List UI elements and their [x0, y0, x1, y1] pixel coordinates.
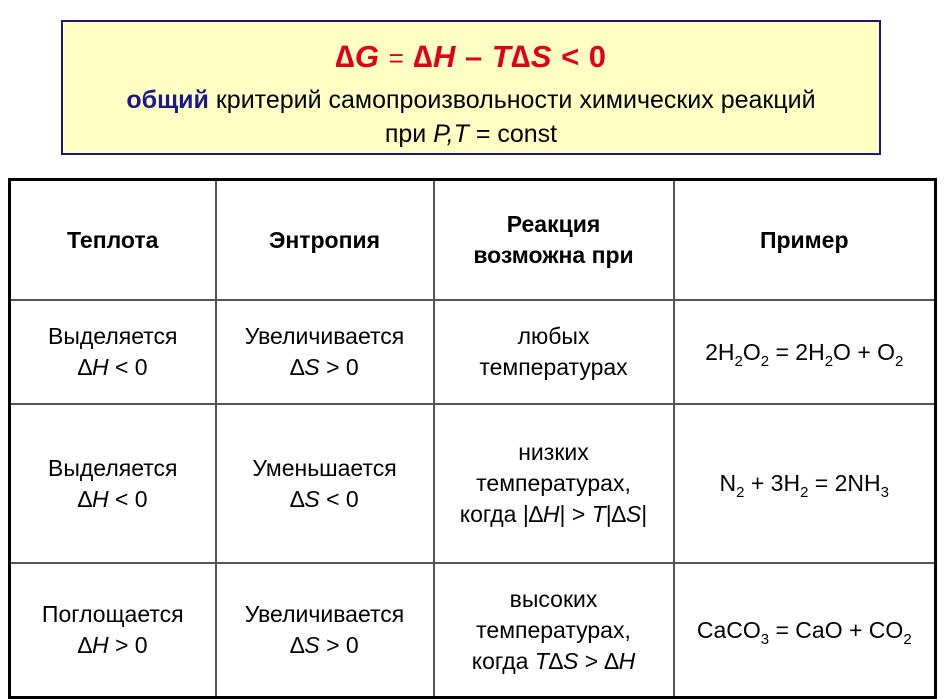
table-row: [10, 300, 936, 404]
header-reaction: Реакция возможна при: [434, 180, 674, 301]
condition-text: при P,T = const: [384, 120, 558, 148]
reaction-cell: любых температурах: [434, 300, 674, 404]
entropy-cell: Уменьшается ∆S < 0: [216, 404, 434, 563]
table-header-row: [10, 180, 936, 301]
example-cell: CaCO$_3$ = CaO + $CO_2$: [674, 563, 936, 698]
entropy-cell: Увеличивается ∆S > 0: [216, 300, 434, 404]
example-cell: $2H_2O_2 = 2H_2O + O_2$: [674, 300, 936, 404]
table-row: [10, 563, 936, 698]
heat-cell: Выделяется ∆H < 0: [10, 300, 216, 404]
reaction-cell: высоких температурах, когда T∆S > ∆H: [434, 563, 674, 698]
criterion-text: общий критерий самопроизвольности химических реакций: [126, 86, 816, 114]
reaction-cell: низких температурах, когда |∆H| > T|∆S|: [434, 404, 674, 563]
formula-box: [61, 20, 881, 155]
header-heat: Теплота: [10, 180, 216, 301]
header-entropy: Энтропия: [216, 180, 434, 301]
heat-cell: Выделяется ∆H < 0: [10, 404, 216, 563]
header-example: Пример: [674, 180, 936, 301]
entropy-cell: Увеличивается ∆S > 0: [216, 563, 434, 698]
heat-cell: Поглощается ∆H > 0: [10, 563, 216, 698]
gibbs-formula: ∆G = ∆H – T∆S < 0: [335, 39, 607, 74]
example-cell: $N_2 + 3H_2 = 2NH_3$: [674, 404, 936, 563]
table-row: [10, 404, 936, 563]
thermo-table: [8, 178, 937, 699]
